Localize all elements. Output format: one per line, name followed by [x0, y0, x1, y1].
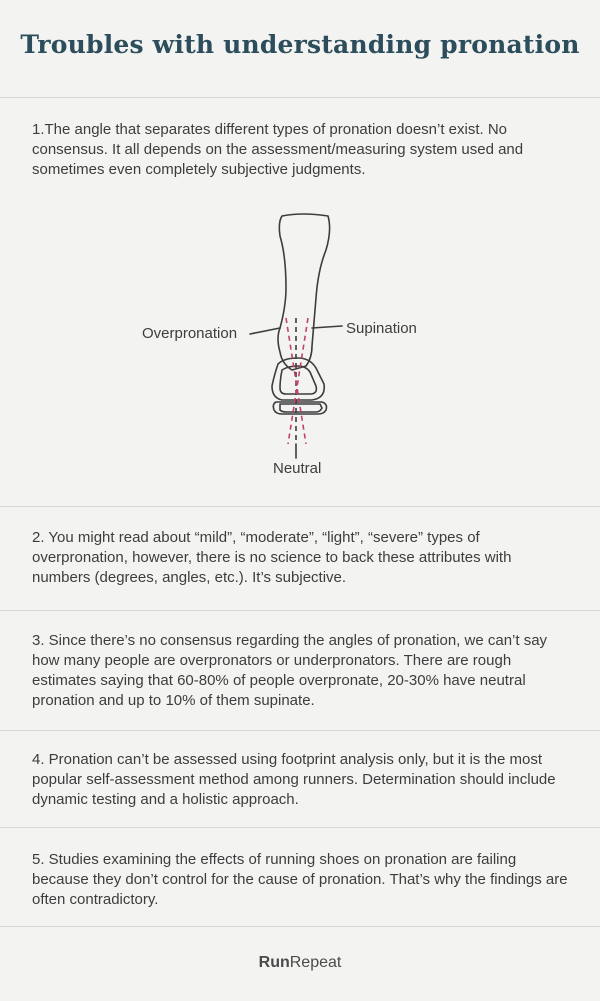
item-2-text: 2. You might read about “mild”, “moderate”, “light”, “severe” types of overpronation, however, there is no science to back these attributes with numbers (degrees, angles, etc.). It’s subjective. [32, 529, 512, 586]
item-1-text: 1.The angle that separates different types of pronation doesn’t exist. No consensus. It all depends on the assessment/measuring system used and sometimes even completely subjective judgments. [32, 121, 524, 178]
overpronation-leader [250, 328, 280, 334]
divider [0, 730, 600, 731]
item-4-text: 4. Pronation can’t be assessed using footprint analysis only, but it is the most popular self-assessment method among runners. Determination should include dynamic testing and a holistic approach. [32, 751, 556, 808]
divider [0, 97, 600, 98]
neutral-label: Neutral [273, 460, 322, 477]
leg-heel-illustration [130, 208, 450, 478]
overpronation-label: Overpronation [142, 325, 238, 342]
supination-label: Supination [346, 320, 417, 337]
leg-diagram [130, 208, 450, 478]
item-3-text: 3. Since there’s no consensus regarding the angles of pronation, we can’t say how many people are overpronators or underpronators. There are rough estimates saying that 60-80% of people overpronate, 20-30% have neutral pronation and up to 10% of them supinate. [32, 632, 548, 709]
page-title: Troubles with understanding pronation [20, 30, 580, 59]
supination-axis-line [288, 318, 308, 444]
brand-part-1: Run [258, 954, 290, 971]
divider [0, 827, 600, 828]
supination-leader [312, 326, 342, 328]
brand-logo [0, 954, 600, 972]
item-5-text: 5. Studies examining the effects of running shoes on pronation are failing because they don’t control for the cause of pronation. That’s why the findings are often contradictory. [32, 851, 568, 908]
divider [0, 926, 600, 927]
divider [0, 610, 600, 611]
brand-part-2: Repeat [289, 954, 342, 971]
divider [0, 506, 600, 507]
